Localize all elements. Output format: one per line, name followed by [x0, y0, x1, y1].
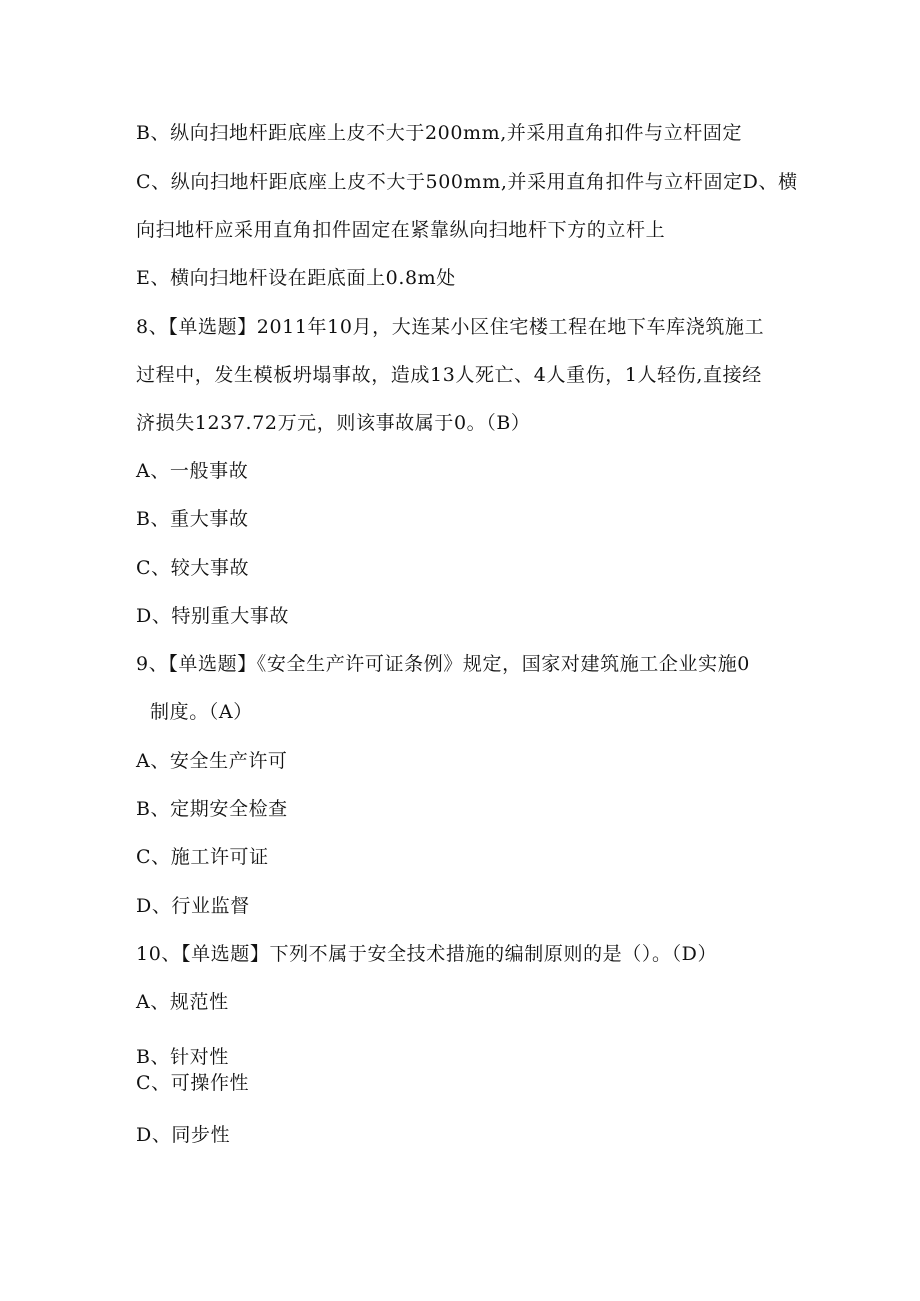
- q9-option-b: B、定期安全检查: [136, 798, 288, 820]
- q8-option-b: B、重大事故: [136, 508, 249, 530]
- q8-option-d: D、特别重大事故: [136, 605, 290, 627]
- q8-option-a: A、一般事故: [136, 460, 249, 482]
- q9-stem-line1: 9、【单选题】《安全生产许可证条例》规定，国家对建筑施工企业实施0: [136, 653, 750, 675]
- q9-stem-line2: 制度。（A）: [150, 701, 253, 723]
- q7-option-b: B、纵向扫地杆距底座上皮不大于200mm,并采用直角扣件与立杆固定: [136, 122, 743, 144]
- q10-option-b: B、针对性: [136, 1046, 229, 1068]
- q7-option-c-line1: C、纵向扫地杆距底座上皮不大于500mm,并采用直角扣件与立杆固定D、横: [136, 171, 798, 193]
- q7-option-d-line2: 向扫地杆应采用直角扣件固定在紧靠纵向扫地杆下方的立杆上: [136, 219, 666, 241]
- q10-stem: 10、【单选题】下列不属于安全技术措施的编制原则的是（）。（D）: [136, 943, 718, 965]
- q10-option-c: C、可操作性: [136, 1072, 250, 1094]
- q7-option-e: E、横向扫地杆设在距底面上0.8m处: [136, 267, 456, 289]
- q8-stem-line1: 8、【单选题】2011年10月，大连某小区住宅楼工程在地下车库浇筑施工: [136, 316, 765, 338]
- q8-stem-line3: 济损失1237.72万元，则该事故属于0。（B）: [136, 412, 531, 434]
- q8-option-c: C、较大事故: [136, 557, 250, 579]
- q9-option-d: D、行业监督: [136, 895, 250, 917]
- q10-option-a: A、规范性: [136, 991, 229, 1013]
- q8-stem-line2: 过程中，发生模板坍塌事故，造成13人死亡、4人重伤，1人轻伤,直接经: [136, 364, 762, 386]
- q9-option-c: C、施工许可证: [136, 846, 269, 868]
- q9-option-a: A、安全生产许可: [136, 750, 288, 772]
- q10-option-d: D、同步性: [136, 1124, 231, 1146]
